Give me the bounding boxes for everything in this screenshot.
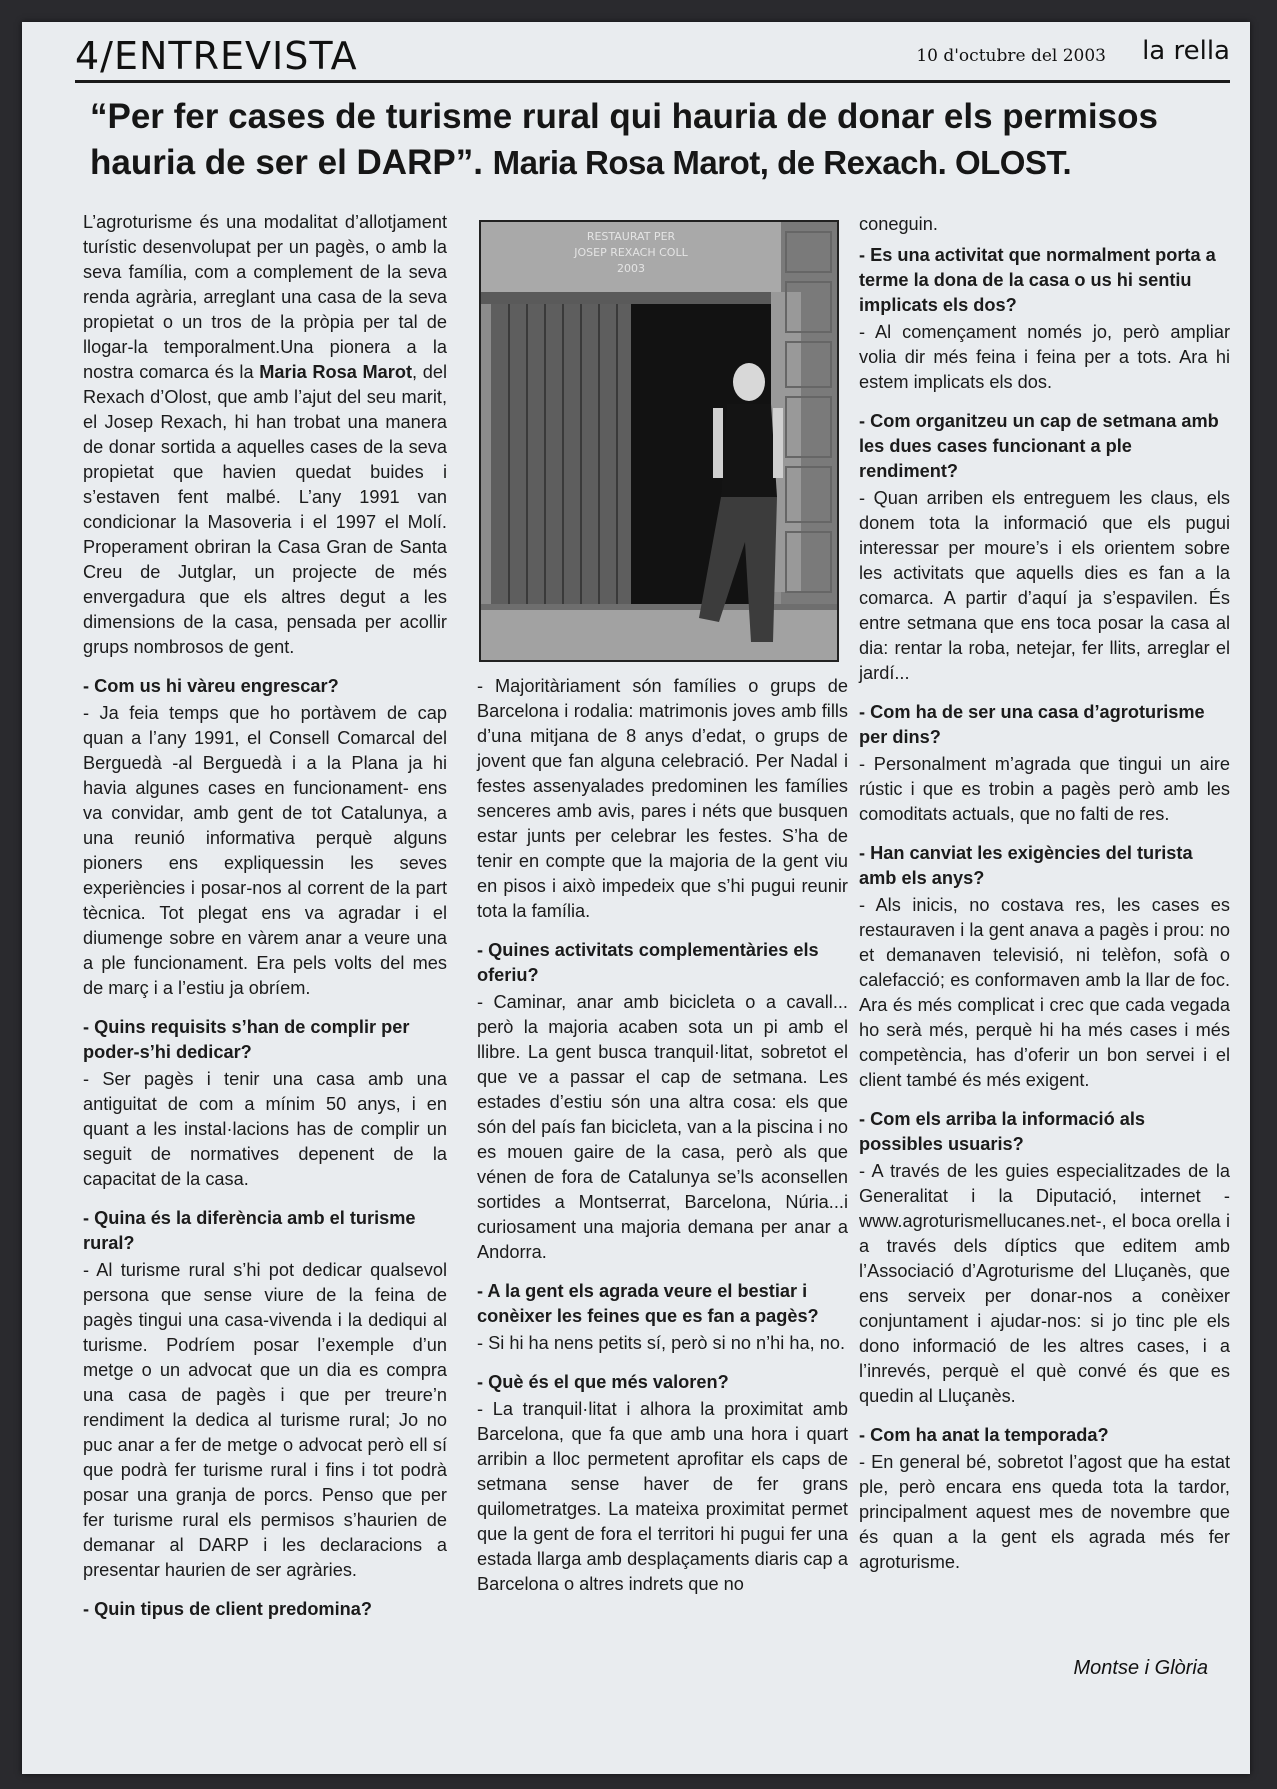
answer: - Si hi ha nens petits sí, però si no n’hi ha, no. <box>477 1333 846 1353</box>
answer: - Majoritàriament són famílies o grups de Barcelona i rodalia: matrimonis joves amb fills d’una mitjana de 8 anys d’edat, o grups de jovent que fan alguna celebració. Per Nadal i festes assenyalades predominen les famílies senceres amb avis, pares i néts que busquen estar junts per celebrar les festes. S’ha de tenir en compte que la majoria de la gent viu en pisos i això impedeix que s’hi pugui reunir tota la família. <box>477 676 848 921</box>
publication-name: la rella <box>1142 36 1230 66</box>
question: - Què és el que més valoren? <box>477 1372 729 1392</box>
intro-paragraph <box>83 210 447 660</box>
answer: - Ser pagès i tenir una casa amb una antiguitat de com a mínim 50 anys, i en quant a les instal·lacions has de complir un seguit de normatives depenent de la capacitat de la casa. <box>83 1069 447 1189</box>
intro-text-b: , del Rexach d’Olost, que amb l’ajut del seu marit, el Josep Rexach, hi han trobat una manera de donar sortida a aquelles cases de la seva propietat que havien quedat buides i s’estaven fent malbé. L’any 1991 van condicionar la Masoveria i el 1997 el Molí. Properament obriran la Casa Gran de Santa Creu de Jutglar, un projecte de més envergadura que els altres degut a les dimensions de la casa, pensada per acollir grups nombrosos de gent. <box>83 362 447 657</box>
question: - Han canviat les exigències del turista amb els anys? <box>859 843 1193 888</box>
question: - Com ha de ser una casa d’agroturisme per dins? <box>859 702 1205 747</box>
question: - Com els arriba la informació als possibles usuaris? <box>859 1109 1146 1154</box>
plaque-line-2: JOSEP REXACH COLL <box>574 246 688 259</box>
answer: - Al començament només jo, però ampliar volia dir més feina i feina per a tots. Ara hi estem implicats els dos. <box>859 322 1230 392</box>
answer: - Ja feia temps que ho portàvem de cap quan a l’any 1991, el Consell Comarcal del Berguedà -al Berguedà i a la Plana ja hi havia algunes cases en funcionament- ens va convidar, amb gent de tot Catalunya, a una reunió informativa perquè alguns pioners ens expliquessin les seves experiències i posar-nos al corrent de la part tècnica. Tot plegat ens va agradar i el diumenge sobre en vàrem anar a veure una a ple funcionament. Era pels volts del mes de març i a l’estiu ja obríem. <box>83 703 447 998</box>
answer: - Al turisme rural s’hi pot dedicar qualsevol persona que sense viure de la feina de pagès tingui una casa-vivenda i la dediqui al turisme. Podríem posar l’exemple d’un metge o un advocat que un dia es compra una casa de pagès i que per treure’n rendiment la dedica al turisme rural; Jo no puc anar a fer de metge o advocat però ell sí que podrà fer turisme rural i fins i tot podrà posar una granja de porcs. Penso que per fer turisme rural els permisos s’haurien de demanar al DARP i les declaracions a presentar haurien de ser agràries. <box>83 1260 447 1580</box>
question: - Com organitzeu un cap de setmana amb les dues cases funcionant a ple rendiment? <box>859 411 1219 481</box>
answer: - En general bé, sobretot l’agost que ha estat ple, però encara ens queda tota la tardor, principalment aquest mes de novembre que és quan a la gent els agrada més fer agroturisme. <box>859 1452 1230 1572</box>
answer: - Quan arriben els entreguem les claus, els donem tota la informació que els pugui interessar per moure’s i els orientem sobre les activitats que aquells dies es fan a la comarca. A partir d’aquí ja s’espavilen. És entre setmana que ens toca posar la casa al dia: rentar la roba, netejar, fer llits, arreglar el jardí... <box>859 488 1230 683</box>
question: - Quin tipus de client predomina? <box>83 1599 372 1619</box>
section-title: 4/ENTREVISTA <box>75 34 358 78</box>
question: - Com us hi vàreu engrescar? <box>83 676 339 696</box>
author-signature: Montse i Glòria <box>1073 1657 1208 1679</box>
answer-continuation: coneguin. <box>859 214 938 234</box>
column-3 <box>859 212 1230 1589</box>
page-header <box>75 32 1230 83</box>
question: - Quines activitats complementàries els oferiu? <box>477 940 819 985</box>
plaque-line-1: RESTAURAT PER <box>586 230 676 243</box>
answer: - Caminar, anar amb bicicleta o a cavall... però la majoria acaben sota un pi amb el llibre. La gent busca tranquil·litat, sobretot el que ve a passar el cap de setmana. Les estades d’estiu són una altra cosa: els que són del país fan bicicleta, van a la piscina i no es mouen gaire de la casa, però als que vénen de fora de Catalunya se’ls aconsellen sortides a Montserrat, Barcelona, Núria...i curiosament una majoria demana per anar a Andorra. <box>477 992 848 1262</box>
intro-text-a: L’agroturisme és una modalitat d’allotjament turístic desenvolupat per un pagès, o amb la seva família, com a complement de la seva renda agrària, arreglant una casa de la seva propietat o un tros de la pròpia per tal de llogar-la temporalment.Una pionera a la nostra comarca és la <box>83 212 447 382</box>
doorway-photo-illustration <box>481 222 837 660</box>
question: - Com ha anat la temporada? <box>859 1425 1109 1445</box>
answer: - Als inicis, no costava res, les cases es restauraven i la gent anava a pagès i prou: no et demanaven televisió, ni telèfon, sofà o calefacció; es conformaven amb la llar de foc. Ara és més complicat i crec que cada vegada ho serà més, perquè hi ha més cases i més competència, has d’oferir un bon servei i el client també és més exigent. <box>859 895 1230 1090</box>
interviewee-name: Maria Rosa Marot <box>259 362 413 382</box>
plaque-line-3: 2003 <box>617 262 645 275</box>
answer: - Personalment m’agrada que tingui un aire rústic i que es trobin a pagès però amb les comoditats actuals, que no falti de res. <box>859 754 1230 824</box>
headline-quote: “Per fer cases de turisme rural qui hauria de donar els permisos hauria de ser el DARP”. <box>90 97 1158 182</box>
question: - A la gent els agrada veure el bestiar i conèixer les feines que es fan a pagès? <box>477 1281 819 1326</box>
answer: - La tranquil·litat i alhora la proximitat amb Barcelona, que fa que amb una hora i quart arribin a lloc permetent aprofitar els caps de setmana sense haver de fer grans quilometratges. La mateixa proximitat permet que la gent de fora el territori hi pugui fer una estada llarga amb desplaçaments diaris cap a Barcelona o altres indrets que no <box>477 1399 848 1594</box>
newspaper-page <box>22 22 1250 1774</box>
headline-byline: Maria Rosa Marot, de Rexach. OLOST. <box>492 144 1072 181</box>
headline <box>90 94 1210 186</box>
question: - Quins requisits s’han de complir per poder-s’hi dedicar? <box>83 1017 410 1062</box>
issue-date: 10 d'octubre del 2003 <box>916 46 1106 66</box>
column-2 <box>477 220 848 1611</box>
question: - Es una activitat que normalment porta a terme la dona de la casa o us hi sentiu implicats els dos? <box>859 245 1216 315</box>
answer: - A través de les guies especialitzades de la Generalitat i la Diputació, internet -www.agroturismellucanes.net-, el boca orella i a través dels díptics que editem amb l’Associació d’Agroturisme del Lluçanès, que ens serveix per donar-nos a conèixer conjuntament i ajudar-nos: si jo tinc ple els dono informació de les altres cases, i a l’inrevés, perquè el què convé és que es quedin al Lluçanès. <box>859 1161 1230 1406</box>
question: - Quina és la diferència amb el turisme rural? <box>83 1208 416 1253</box>
column-1 <box>83 210 447 1624</box>
interview-photo <box>479 220 839 662</box>
